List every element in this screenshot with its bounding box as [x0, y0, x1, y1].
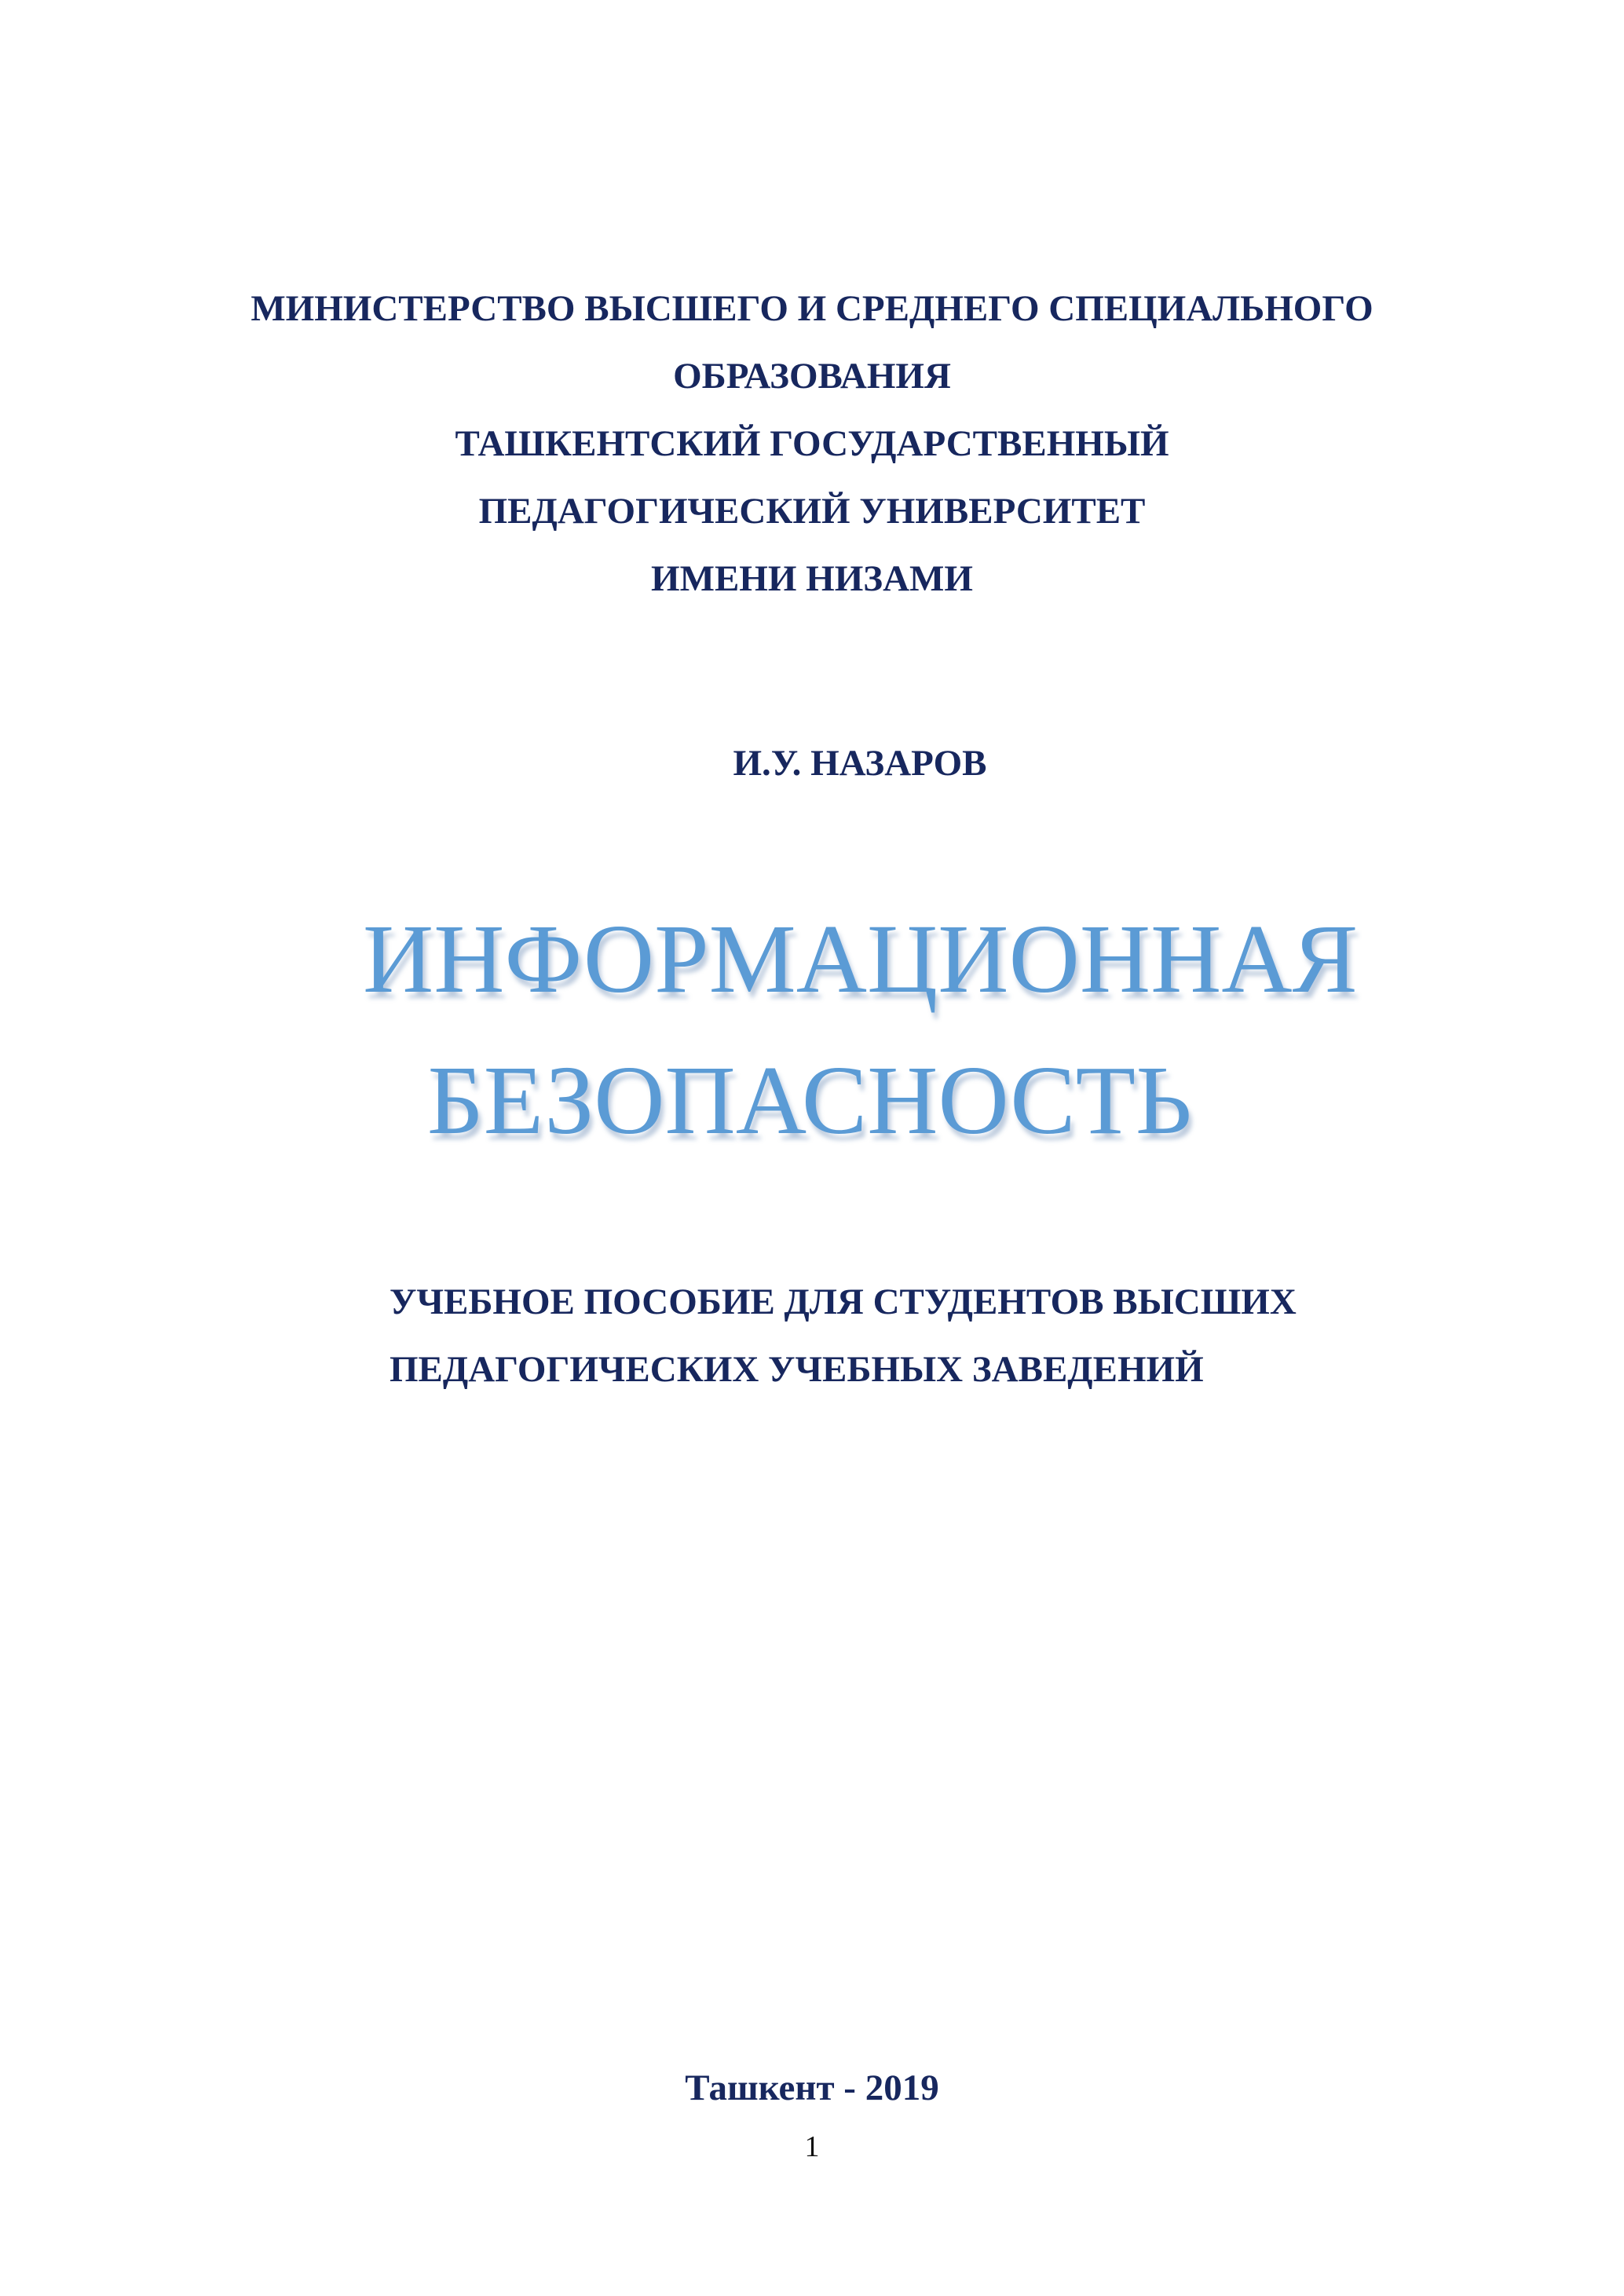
institution-line-4: ПЕДАГОГИЧЕСКИЙ УНИВЕРСИТЕТ [478, 491, 1146, 532]
institution-line-2: ОБРАЗОВАНИЯ [673, 356, 951, 397]
institution-header [0, 275, 1624, 612]
institution-line-3: ТАШКЕНТСКИЙ ГОСУДАРСТВЕННЫЙ [455, 423, 1169, 464]
imprint-city-year: Ташкент - 2019 [685, 2067, 939, 2108]
book-title-line-1: ИНФОРМАЦИОННАЯ [363, 905, 1359, 1014]
author-name: И.У. НАЗАРОВ [733, 743, 987, 784]
book-title-line-2: БЕЗОПАСНОСТЬ [427, 1047, 1192, 1155]
subtitle-line-2: ПЕДАГОГИЧЕСКИХ УЧЕБНЫХ ЗАВЕДЕНИЙ [390, 1349, 1204, 1390]
page-number: 1 [804, 2130, 820, 2163]
subtitle-line-1: УЧЕБНОЕ ПОСОБИЕ ДЛЯ СТУДЕНТОВ ВЫСШИХ [390, 1281, 1297, 1322]
institution-line-1: МИНИСТЕРСТВО ВЫСШЕГО И СРЕДНЕГО СПЕЦИАЛЬНОГО [251, 288, 1373, 329]
institution-line-5: ИМЕНИ НИЗАМИ [651, 558, 973, 599]
book-subtitle [390, 1268, 1297, 1403]
